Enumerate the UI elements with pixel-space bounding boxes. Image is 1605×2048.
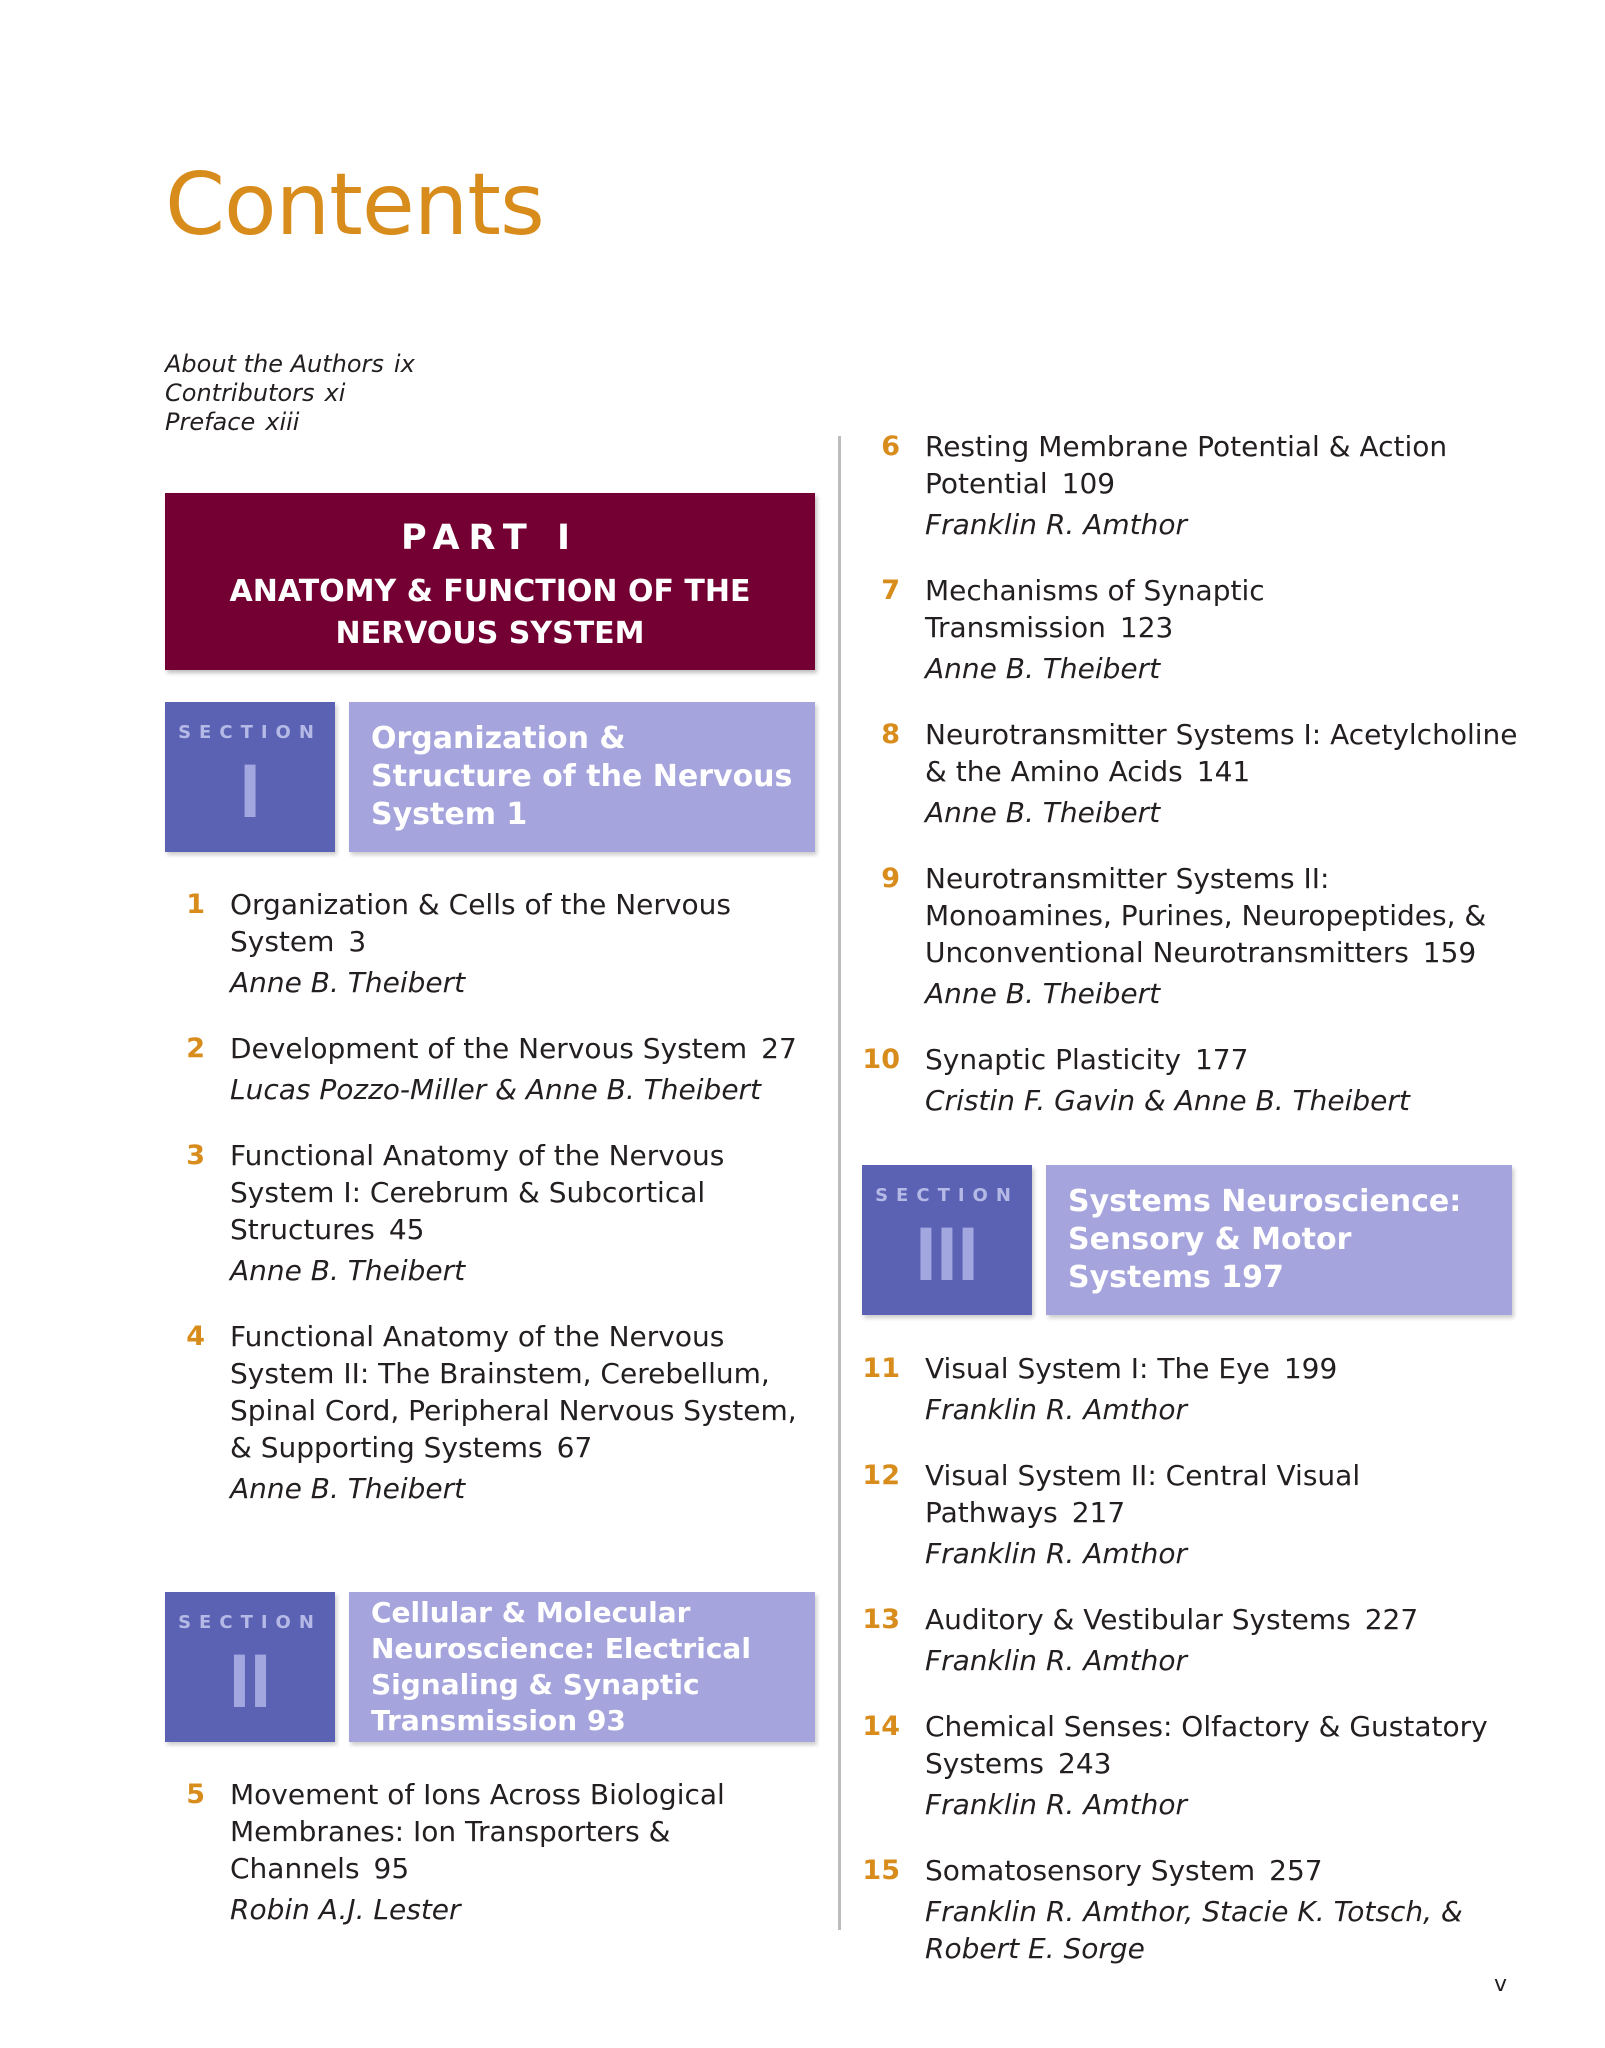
chapter-entry-11[interactable]: 11 Visual System I: The Eye 199 Franklin R. Amthor: [860, 1350, 1560, 1428]
chapter-entry-14[interactable]: 14 Chemical Senses: Olfactory & Gustatory Systems 243 Franklin R. Amthor: [860, 1708, 1560, 1823]
chapter-list-section-1: [165, 886, 825, 1536]
chapter-author: Anne B. Theibert: [925, 652, 1161, 685]
chapter-author: Anne B. Theibert: [925, 796, 1161, 829]
chapter-entry-8[interactable]: 8 Neurotransmitter Systems I: Acetylcholine & the Amino Acids 141 Anne B. Theibert: [860, 716, 1520, 831]
chapter-author: Franklin R. Amthor: [925, 1537, 1187, 1570]
section-number-block: SECTION I: [165, 702, 335, 852]
chapter-list-section-2: [165, 1776, 825, 1957]
chapter-entry-4[interactable]: 4 Functional Anatomy of the Nervous System II: The Brainstem, Cerebellum, Spinal Cord, Peripheral Nervous System, & Supporting Systems 67 Anne B. Theibert: [165, 1318, 825, 1507]
part-label: PART I: [401, 518, 579, 558]
chapter-author: Anne B. Theibert: [230, 966, 466, 999]
part-banner: [165, 493, 815, 670]
section-title: Cellular & Molecular Neuroscience: Electrical Signaling & Synaptic Transmission 93: [349, 1592, 815, 1742]
front-matter-contributors[interactable]: Contributors xi: [165, 379, 346, 407]
chapter-entry-15[interactable]: 15 Somatosensory System 257 Franklin R. Amthor, Stacie K. Totsch, & Robert E. Sorge: [860, 1852, 1560, 1967]
chapter-entry-3[interactable]: 3 Functional Anatomy of the Nervous System I: Cerebrum & Subcortical Structures 45 Anne B. Theibert: [165, 1137, 825, 1289]
chapter-entry-10[interactable]: 10 Synaptic Plasticity 177 Cristin F. Gavin & Anne B. Theibert: [860, 1041, 1520, 1119]
front-matter-preface[interactable]: Preface xiii: [165, 408, 300, 436]
chapter-author: Franklin R. Amthor: [925, 508, 1187, 541]
chapter-author: Franklin R. Amthor, Stacie K. Totsch, & Robert E. Sorge: [925, 1895, 1463, 1965]
section-title: Organization & Structure of the Nervous System 1: [349, 702, 815, 852]
chapter-author: Franklin R. Amthor: [925, 1644, 1187, 1677]
page-title: Contents: [165, 155, 544, 255]
column-divider: [838, 436, 841, 1930]
chapter-entry-5[interactable]: 5 Movement of Ions Across Biological Membranes: Ion Transporters & Channels 95 Robin A.J. Lester: [165, 1776, 825, 1928]
chapter-entry-1[interactable]: 1 Organization & Cells of the Nervous System 3 Anne B. Theibert: [165, 886, 825, 1001]
section-roman-numeral: II: [228, 1639, 272, 1724]
chapter-author: Cristin F. Gavin & Anne B. Theibert: [925, 1084, 1410, 1117]
chapter-entry-7[interactable]: 7 Mechanisms of Synaptic Transmission 123 Anne B. Theibert: [860, 572, 1520, 687]
chapter-list-section-3: [860, 1350, 1560, 1996]
front-matter-list: [165, 350, 415, 437]
section-number-block: SECTION II: [165, 1592, 335, 1742]
chapter-entry-9[interactable]: 9 Neurotransmitter Systems II: Monoamines, Purines, Neuropeptides, & Unconventional Neurotransmitters 159 Anne B. Theibert: [860, 860, 1520, 1012]
section-title: Systems Neuroscience: Sensory & Motor Systems 197: [1046, 1165, 1512, 1315]
chapter-author: Anne B. Theibert: [230, 1254, 466, 1287]
chapter-entry-2[interactable]: 2 Development of the Nervous System 27 Lucas Pozzo-Miller & Anne B. Theibert: [165, 1030, 825, 1108]
part-title: ANATOMY & FUNCTION OF THE NERVOUS SYSTEM: [229, 574, 751, 651]
chapter-entry-6[interactable]: 6 Resting Membrane Potential & Action Potential 109 Franklin R. Amthor: [860, 428, 1520, 543]
front-matter-about-authors[interactable]: About the Authors ix: [165, 350, 415, 378]
section-number-block: SECTION III: [862, 1165, 1032, 1315]
chapter-author: Anne B. Theibert: [925, 977, 1161, 1010]
section-roman-numeral: I: [239, 749, 261, 834]
chapter-list-section-2-continued: [860, 428, 1520, 1148]
section-roman-numeral: III: [915, 1212, 979, 1297]
chapter-author: Robin A.J. Lester: [230, 1893, 461, 1926]
chapter-author: Franklin R. Amthor: [925, 1393, 1187, 1426]
chapter-author: Anne B. Theibert: [230, 1472, 466, 1505]
page-number: v: [1494, 1972, 1508, 1997]
chapter-entry-12[interactable]: 12 Visual System II: Central Visual Pathways 217 Franklin R. Amthor: [860, 1457, 1560, 1572]
chapter-author: Franklin R. Amthor: [925, 1788, 1187, 1821]
chapter-entry-13[interactable]: 13 Auditory & Vestibular Systems 227 Franklin R. Amthor: [860, 1601, 1560, 1679]
chapter-author: Lucas Pozzo-Miller & Anne B. Theibert: [230, 1073, 762, 1106]
